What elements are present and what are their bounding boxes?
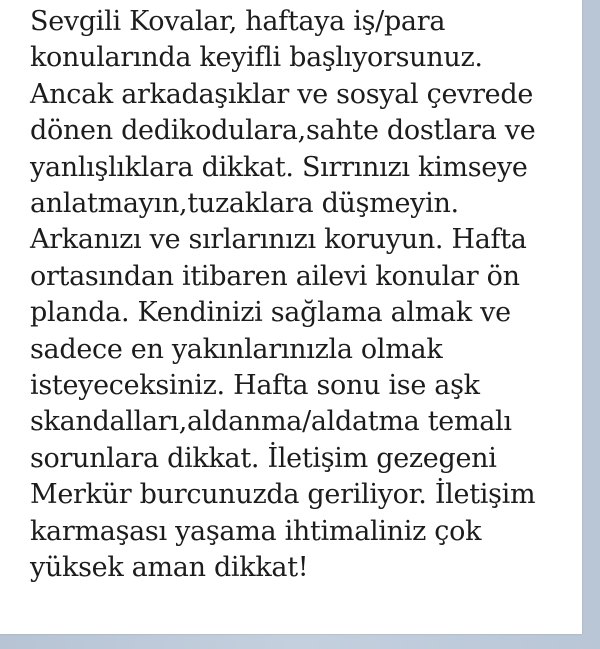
text-line: dönen dedikodulara,sahte dostlara ve (30, 115, 536, 147)
text-line: Merkür burcunuzda geriliyor. İletişim (30, 479, 536, 511)
text-line: karmaşası yaşama ihtimaliniz çok (30, 515, 482, 547)
horoscope-text (30, 4, 575, 587)
text-line: konularında keyifli başlıyorsunuz. (30, 42, 483, 74)
text-line: Arkanızı ve sırlarınızı koruyun. Hafta (30, 224, 527, 256)
text-line: isteyeceksiniz. Hafta sonu ise aşk (30, 370, 480, 402)
text-line: anlatmayın,tuzaklara düşmeyin. (30, 188, 459, 220)
text-line: Sevgili Kovalar, haftaya iş/para (30, 6, 446, 37)
text-line: Ancak arkadaşıklar ve sosyal çevrede (30, 78, 534, 110)
text-line: yüksek aman dikkat! (30, 552, 309, 584)
text-line: planda. Kendinizi sağlama almak ve (30, 297, 511, 329)
text-line: skandalları,aldanma/aldatma temalı (30, 406, 512, 438)
text-line: sorunlara dikkat. İletişim gezegeni (30, 442, 497, 474)
text-line: yanlışlıklara dikkat. Sırrınızı kimseye (30, 151, 528, 183)
text-line: sadece en yakınlarınızla olmak (30, 333, 443, 365)
text-line: ortasından itibaren ailevi konular ön (30, 260, 520, 292)
